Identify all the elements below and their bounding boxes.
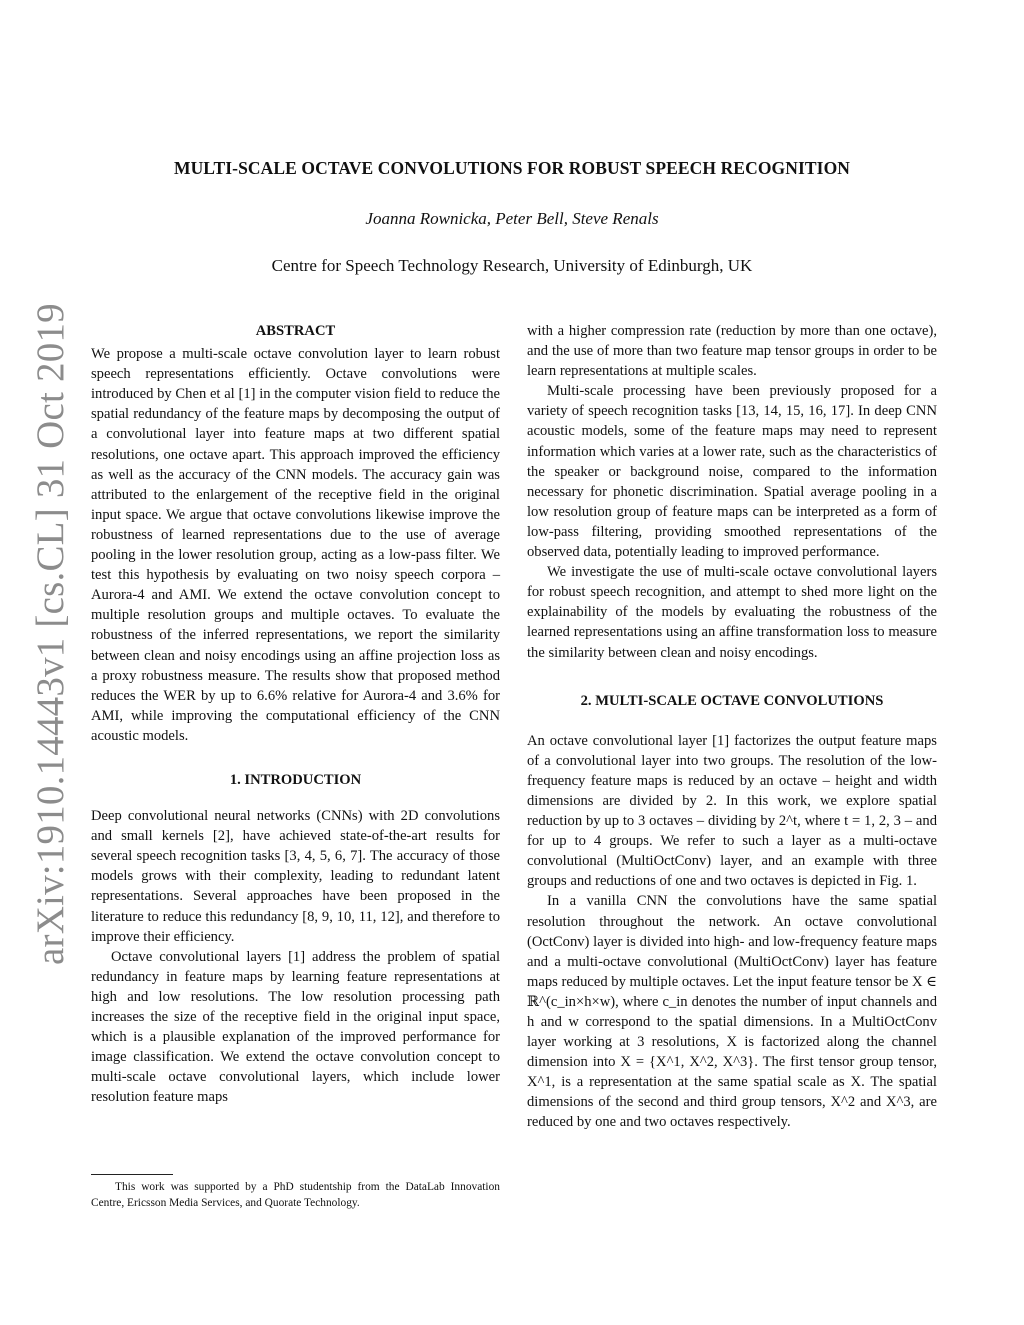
left-column bbox=[91, 321, 500, 1107]
arxiv-stamp: arXiv:1910.14443v1 [cs.CL] 31 Oct 2019 bbox=[29, 303, 72, 965]
section-2-heading: 2. MULTI-SCALE OCTAVE CONVOLUTIONS bbox=[580, 692, 884, 709]
intro-paragraph-5: We investigate the use of multi-scale octave convolutional layers for robust speech recognition, and attempt to shed more light on the explainability of the models by evaluating the robustness of the learned representations using an affine transformation loss to measure the similarity between clean and noisy encodings. bbox=[527, 564, 937, 661]
section-1-heading: 1. INTRODUCTION bbox=[229, 771, 362, 788]
section-2-paragraph-1: An octave convolutional layer [1] factorizes the output feature maps of a convolutional layer into two groups. The resolution of the low-frequency feature maps is reduced by an octave – height and width dimensions are divided by 2. In this work, we explore spatial reduction by up to 3 octaves – dividing by 2^t, where t = 1, 2, 3 – and for up to 4 groups. We refer to such a layer as a multi-octave convolutional (MultiOctConv) layer, and an example with three groups and reductions of one and two octaves is depicted in Fig. 1. bbox=[527, 732, 937, 890]
intro-paragraph-4: Multi-scale processing have been previously proposed for a variety of speech recognition tasks [13, 14, 15, 16, 17]. In deep CNN acoustic models, some of the feature maps may need to represent information which varies at a lower rate, such as the characteristics of the speaker or background noise, compared to the information necessary for phonetic discrimination. Spatial average pooling in a low resolution group of feature maps can be interpreted as a form of low-pass filtering, providing smoothed representations of the observed data, potentially leading to improved performance. bbox=[527, 383, 937, 561]
paper-authors: Joanna Rownicka, Peter Bell, Steve Renals bbox=[365, 209, 659, 228]
footnote-rule bbox=[91, 1174, 173, 1175]
intro-paragraph-2: Octave convolutional layers [1] address the problem of spatial redundancy in feature maps by learning feature representations at high and low resolutions. The low resolution processing path increases the size of the receptive field in the original input space, which is a plausible explanation of the improved performance for image classification. We extend the octave convolution concept to multi-scale octave convolutional layers, which include lower resolution feature maps bbox=[91, 948, 500, 1106]
intro-paragraph-3: with a higher compression rate (reduction by more than one octave), and the use of more than two feature map tensor groups in order to be learn representations at multiple scales. bbox=[527, 323, 937, 380]
paper-title: MULTI-SCALE OCTAVE CONVOLUTIONS FOR ROBUST SPEECH RECOGNITION bbox=[173, 158, 851, 178]
footnote bbox=[91, 1180, 500, 1211]
paper-affiliation: Centre for Speech Technology Research, University of Edinburgh, UK bbox=[271, 256, 753, 275]
section-2-paragraph-2: In a vanilla CNN the convolutions have the same spatial resolution throughout the network. An octave convolutional (OctConv) layer is divided into high- and low-frequency feature maps and a multi-octave convolutional (MultiOctConv) layer has feature maps reduced by multiple octaves. Let the input feature tensor be X ∈ ℝ^(c_in×h×w), where c_in denotes the number of input channels and h and w correspond to the spatial dimensions. In a MultiOctConv layer working at 3 resolutions, X is factorized along the channel dimension into X = {X^1, X^2, X^3}. The first tensor group tensor, X^1, is a representation at the same spatial scale as X. The spatial dimensions of the second and third group tensors, X^2 and X^3, are reduced by one and two octaves respectively. bbox=[527, 893, 937, 1131]
intro-paragraph-1: Deep convolutional neural networks (CNNs) with 2D convolutions and small kernels [2], have achieved state-of-the-art results for several speech recognition tasks [3, 4, 5, 6, 7]. The accuracy of those models grows with their complexity, leading to redundant latent representations. Several approaches have been proposed in the literature to reduce this redundancy [8, 9, 10, 11, 12], and therefore to improve their efficiency. bbox=[91, 808, 500, 945]
footnote-text: This work was supported by a PhD studentship from the DataLab Innovation Centre, Ericsson Media Services, and Quorate Technology. bbox=[91, 1181, 500, 1209]
abstract-text: We propose a multi-scale octave convolution layer to learn robust speech representations efficiently. Octave convolutions were introduced by Chen et al [1] in the computer vision field to reduce the spatial redundancy of the feature maps by decomposing the output of a convolutional layer into feature maps at two different spatial resolutions, one octave apart. This approach improved the efficiency as well as the accuracy of the CNN models. The accuracy gain was attributed to the enlargement of the receptive field in the original input space. We argue that octave convolutions likewise improve the robustness of learned representations due to the use of average pooling in the lower resolution group, acting as a low-pass filter. We test this hypothesis by evaluating on two noisy speech corpora – Aurora-4 and AMI. We extend the octave convolution concept to multiple resolution groups and multiple octaves. To evaluate the robustness of the inferred representations, we report the similarity between clean and noisy encodings using an affine projection loss as a proxy robustness measure. The results show that proposed method reduces the WER by up to 6.6% relative for Aurora-4 and 3.6% for AMI, while improving the computational efficiency of the CNN acoustic models. bbox=[91, 346, 500, 744]
right-column bbox=[527, 321, 937, 1133]
abstract-heading: ABSTRACT bbox=[255, 323, 336, 339]
